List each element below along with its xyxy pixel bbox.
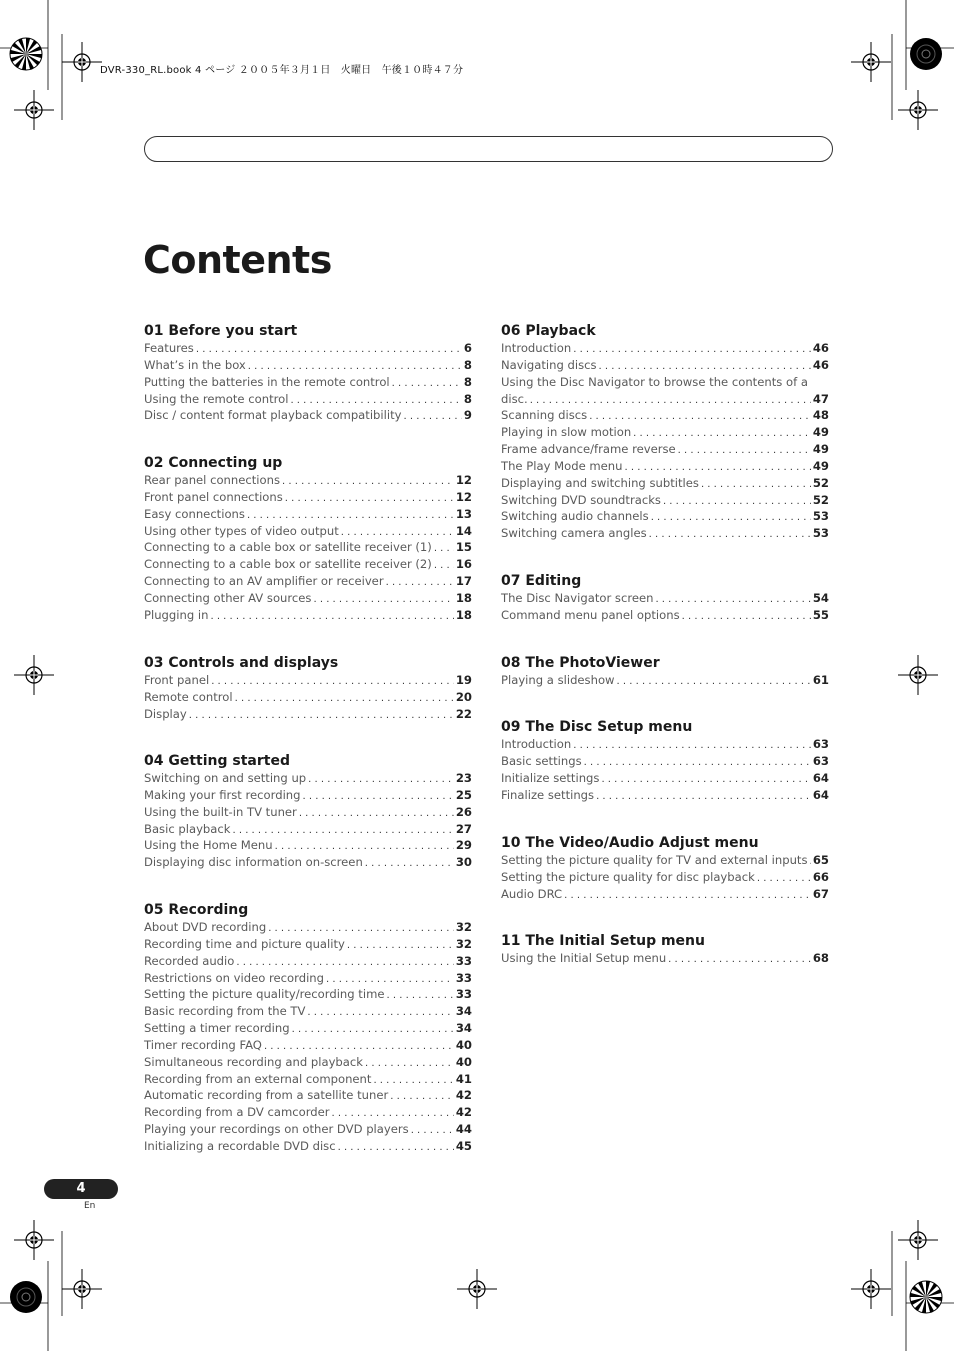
toc-entry-label: Front panel	[144, 673, 210, 687]
toc-entry-label: Putting the batteries in the remote control	[144, 374, 390, 389]
dot-leader	[678, 443, 811, 460]
toc-entry[interactable]	[144, 407, 472, 424]
section-title: 04 Getting started	[144, 753, 290, 769]
language-code: En	[84, 1201, 96, 1211]
toc-entry[interactable]	[144, 770, 472, 787]
dot-leader	[411, 1123, 454, 1140]
toc-entry-label: Connecting to a cable box or satellite receiver (1)	[144, 540, 432, 555]
toc-entry-label: Navigating discs	[501, 357, 597, 372]
toc-entry-page: 54	[812, 591, 829, 605]
dot-leader	[601, 772, 810, 789]
toc-entry[interactable]	[144, 672, 472, 689]
print-header: DVR-330_RL.book 4 ページ ２００５年３月１日 火曜日 午後１０時４７分	[100, 65, 464, 76]
toc-entry-page: 18	[455, 590, 472, 605]
toc-entry[interactable]	[501, 886, 829, 903]
toc-entry[interactable]	[144, 936, 472, 953]
dot-leader	[682, 609, 811, 626]
toc-entry[interactable]	[501, 340, 829, 357]
toc-entry[interactable]	[501, 357, 829, 374]
dot-leader	[810, 854, 811, 871]
toc-entry-label: Setting the picture quality/recording time	[144, 987, 385, 1002]
toc-entry-label: Displaying and switching subtitles	[501, 475, 699, 490]
toc-entry[interactable]	[144, 986, 472, 1003]
toc-entry-label: Switching DVD soundtracks	[501, 492, 661, 507]
toc-entry-page: 8	[463, 357, 472, 372]
toc-section	[144, 654, 472, 723]
toc-entry-label: Features	[144, 341, 194, 355]
dot-leader	[365, 1056, 454, 1073]
toc-entry-page: 33	[455, 987, 472, 1002]
toc-entry-page: 20	[455, 689, 472, 704]
dot-leader	[307, 1005, 453, 1022]
toc-entry-page: 14	[455, 523, 472, 538]
toc-entry[interactable]	[501, 590, 829, 607]
toc-entry-page: 53	[812, 526, 829, 541]
dot-leader	[299, 806, 454, 823]
toc-entry-label: Frame advance/frame reverse	[501, 442, 676, 457]
toc-entry-page: 64	[812, 787, 829, 802]
toc-entry[interactable]	[501, 525, 829, 542]
toc-entry[interactable]	[144, 1003, 472, 1020]
toc-entry-page: 63	[812, 753, 829, 768]
toc-entry[interactable]	[144, 1104, 472, 1121]
toc-entry-page: 67	[812, 886, 829, 901]
toc-entry-label: Basic settings	[501, 753, 582, 768]
toc-entry-page: 25	[455, 787, 472, 802]
toc-entry-page: 52	[812, 475, 829, 490]
toc-entry-label: Easy connections	[144, 506, 245, 521]
toc-entry-page: 22	[455, 706, 472, 721]
toc-entry[interactable]	[501, 753, 829, 770]
toc-entry-label: Restrictions on video recording	[144, 970, 324, 985]
toc-entry-page: 18	[455, 607, 472, 622]
toc-entry-label: Initialize settings	[501, 770, 600, 785]
dot-leader	[651, 510, 811, 527]
toc-entry-page: 68	[812, 951, 829, 965]
toc-entry-page: 49	[812, 442, 829, 457]
toc-entry[interactable]	[144, 556, 472, 573]
toc-entry-page: 16	[455, 557, 472, 572]
toc-entry-page: 63	[812, 737, 829, 751]
toc-entry-label: Displaying disc information on-screen	[144, 855, 363, 870]
dot-leader	[617, 674, 811, 691]
toc-entry-label: Using the Home Menu	[144, 838, 273, 853]
toc-entry-page: 23	[455, 771, 472, 785]
toc-entry[interactable]	[144, 573, 472, 590]
toc-entry-label: Setting the picture quality for TV and external inputs	[501, 853, 808, 867]
toc-entry-page: 17	[455, 574, 472, 589]
toc-entry-label: Switching camera angles	[501, 526, 647, 541]
toc-entry-label: Display	[144, 706, 187, 721]
toc-entry[interactable]	[144, 1054, 472, 1071]
toc-entry-label: The Disc Navigator screen	[501, 591, 654, 605]
toc-entry-label: About DVD recording	[144, 920, 267, 934]
dot-leader	[347, 938, 454, 955]
toc-entry[interactable]	[144, 472, 472, 489]
toc-entry[interactable]	[501, 508, 829, 525]
toc-entry[interactable]	[144, 970, 472, 987]
toc-entry-page: 52	[812, 492, 829, 507]
toc-entry-label: Switching audio channels	[501, 509, 649, 524]
toc-section	[144, 454, 472, 624]
toc-entry[interactable]	[144, 706, 472, 723]
dot-leader	[573, 738, 811, 755]
toc-entry-page: 41	[455, 1071, 472, 1086]
toc-entry[interactable]	[501, 424, 829, 441]
toc-entry[interactable]	[501, 492, 829, 509]
toc-entry[interactable]	[144, 391, 472, 408]
toc-entry-label: Using the built-in TV tuner	[144, 804, 297, 819]
toc-entry-label: Using other types of video output	[144, 523, 339, 538]
toc-entry-page: 27	[455, 821, 472, 836]
toc-entry-page: 42	[455, 1088, 472, 1103]
toc-entry[interactable]	[144, 1020, 472, 1037]
toc-entry[interactable]	[501, 950, 829, 967]
dot-leader	[308, 772, 454, 789]
toc-entry[interactable]	[144, 506, 472, 523]
toc-entry[interactable]	[144, 1138, 472, 1155]
dot-leader	[663, 494, 811, 511]
toc-entry[interactable]	[501, 672, 829, 689]
toc-entry[interactable]	[144, 607, 472, 624]
toc-entry[interactable]	[144, 1037, 472, 1054]
toc-entry[interactable]	[144, 374, 472, 391]
toc-entry-page: 6	[463, 341, 472, 355]
toc-entry-label: Timer recording FAQ	[144, 1037, 262, 1052]
toc-entry-page: 33	[455, 953, 472, 968]
toc-entry[interactable]	[501, 441, 829, 458]
dot-leader	[596, 789, 811, 806]
toc-entry-page: 44	[455, 1122, 472, 1137]
toc-entry[interactable]	[144, 821, 472, 838]
section-title: 08 The PhotoViewer	[501, 655, 660, 671]
toc-entry[interactable]	[501, 458, 829, 475]
toc-entry-page: 49	[812, 458, 829, 473]
toc-entry[interactable]	[144, 787, 472, 804]
toc-entry-page: 32	[455, 936, 472, 951]
dot-leader	[404, 409, 462, 426]
toc-entry-page: 40	[455, 1054, 472, 1069]
toc-section	[144, 322, 472, 424]
dot-leader	[282, 474, 454, 491]
page-title: Contents	[143, 238, 332, 282]
toc-entry[interactable]	[144, 804, 472, 821]
dot-leader	[210, 609, 453, 626]
toc-entry-page: 53	[812, 509, 829, 524]
toc-entry[interactable]	[144, 1121, 472, 1138]
dot-leader	[235, 691, 454, 708]
section-title: 02 Connecting up	[144, 455, 283, 471]
dot-leader	[189, 708, 454, 725]
dot-leader	[338, 1140, 454, 1157]
toc-entry[interactable]	[144, 357, 472, 374]
toc-entry-page: 46	[812, 341, 829, 355]
toc-entry-page: 15	[455, 540, 472, 555]
toc-entry-page: 26	[455, 804, 472, 819]
toc-entry[interactable]	[501, 770, 829, 787]
toc-entry-label: Recording from a DV camcorder	[144, 1105, 330, 1120]
dot-leader	[584, 755, 811, 772]
toc-entry-label: Rear panel connections	[144, 473, 280, 487]
toc-entry[interactable]	[144, 1071, 472, 1088]
dot-leader	[564, 888, 811, 905]
toc-entry-page: 29	[455, 838, 472, 853]
section-title: 11 The Initial Setup menu	[501, 933, 705, 949]
toc-entry[interactable]	[501, 475, 829, 492]
toc-entry[interactable]	[144, 523, 472, 540]
toc-entry-label: Setting a timer recording	[144, 1021, 290, 1036]
toc-entry[interactable]	[501, 607, 829, 624]
toc-entry[interactable]	[501, 869, 829, 886]
dot-leader	[668, 952, 811, 969]
toc-entry[interactable]	[144, 340, 472, 357]
toc-entry-label: Automatic recording from a satellite tuner	[144, 1088, 389, 1103]
toc-entry-label: Basic playback	[144, 821, 231, 836]
toc-entry-label: Finalize settings	[501, 787, 595, 802]
dot-leader	[390, 1089, 454, 1106]
toc-entry-label: Using the Disc Navigator to browse the contents of a	[501, 374, 808, 389]
toc-entry-page: 8	[463, 391, 472, 406]
toc-entry-page: 34	[455, 1021, 472, 1036]
toc-entry-label: Connecting to a cable box or satellite receiver (2)	[144, 557, 432, 572]
toc-entry-page: 64	[812, 770, 829, 785]
toc-section	[144, 752, 472, 871]
toc-entry[interactable]	[144, 689, 472, 706]
toc-entry-label: Using the remote control	[144, 391, 289, 406]
toc-entry-label: disc.	[501, 391, 528, 406]
toc-entry-page: 47	[812, 391, 829, 406]
toc-entry-label: Audio DRC	[501, 886, 563, 901]
dot-leader	[387, 988, 454, 1005]
toc-entry-label: Command menu panel options	[501, 607, 680, 622]
toc-entry[interactable]	[501, 736, 829, 753]
toc-entry[interactable]	[144, 837, 472, 854]
toc-entry-label: Front panel connections	[144, 489, 283, 504]
toc-entry-label: Recording time and picture quality	[144, 936, 345, 951]
toc-entry-label: Initializing a recordable DVD disc	[144, 1138, 336, 1153]
dot-leader	[573, 342, 811, 359]
toc-entry-page: 13	[455, 506, 472, 521]
toc-entry-page: 12	[455, 473, 472, 487]
toc-section	[501, 322, 829, 542]
toc-section	[501, 654, 829, 689]
toc-entry-label: Disc / content format playback compatibility	[144, 408, 402, 423]
section-title: 07 Editing	[501, 573, 582, 589]
toc-entry-label: Connecting to an AV amplifier or receiver	[144, 574, 384, 589]
header-frame	[144, 136, 833, 162]
section-title: 01 Before you start	[144, 323, 298, 339]
toc-entry-page: 34	[455, 1004, 472, 1019]
section-title: 05 Recording	[144, 902, 249, 918]
dot-leader	[434, 541, 454, 558]
toc-entry-page: 8	[463, 374, 472, 389]
toc-entry-page: 33	[455, 970, 472, 985]
toc-entry[interactable]	[501, 852, 829, 869]
toc-entry[interactable]	[501, 407, 829, 424]
toc-entry-page: 49	[812, 425, 829, 440]
toc-entry-page: 12	[455, 489, 472, 504]
toc-entry[interactable]	[501, 391, 829, 408]
toc-entry-label: Recorded audio	[144, 953, 235, 968]
dot-leader	[392, 376, 462, 393]
toc-entry-label: Remote control	[144, 689, 233, 704]
toc-entry[interactable]	[501, 787, 829, 804]
toc-entry-label: Playing your recordings on other DVD players	[144, 1122, 409, 1137]
toc-entry-label: Simultaneous recording and playback	[144, 1054, 363, 1069]
toc-entry-page: 48	[812, 408, 829, 423]
toc-entry-label: Recording from an external component	[144, 1071, 372, 1086]
dot-leader	[303, 789, 454, 806]
toc-entry-page: 30	[455, 855, 472, 870]
toc-entry-label: Plugging in	[144, 607, 209, 622]
toc-section	[144, 901, 472, 1155]
toc-entry-page: 32	[455, 920, 472, 934]
dot-leader	[292, 1022, 454, 1039]
toc-entry-label: Setting the picture quality for disc playback	[501, 869, 755, 884]
toc-entry[interactable]	[144, 489, 472, 506]
toc-entry-page: 61	[812, 673, 829, 687]
dot-leader	[701, 477, 811, 494]
section-title: 09 The Disc Setup menu	[501, 719, 693, 735]
toc-entry-page: 42	[455, 1105, 472, 1120]
toc-entry-label: Playing in slow motion	[501, 425, 632, 440]
toc-entry-page: 46	[812, 357, 829, 372]
toc-entry-page: 55	[812, 607, 829, 622]
toc-entry-label: Switching on and setting up	[144, 771, 307, 785]
toc-entry[interactable]	[144, 854, 472, 871]
toc-entry-label: What’s in the box	[144, 357, 246, 372]
dot-leader	[211, 674, 454, 691]
toc-entry-label: Introduction	[501, 341, 572, 355]
toc-entry-label: Playing a slideshow	[501, 673, 615, 687]
toc-section	[501, 834, 829, 903]
toc-entry-page: 45	[455, 1138, 472, 1153]
page-number-badge: 4	[44, 1179, 118, 1199]
toc-entry-page: 40	[455, 1037, 472, 1052]
toc-section	[501, 572, 829, 624]
dot-leader	[649, 527, 811, 544]
toc-entry[interactable]	[144, 953, 472, 970]
toc-entry-page: 19	[455, 673, 472, 687]
toc-entry-label: Using the Initial Setup menu	[501, 951, 667, 965]
toc-entry-page: 66	[812, 869, 829, 884]
dot-leader	[386, 575, 454, 592]
dot-leader	[285, 491, 454, 508]
dot-leader	[757, 871, 811, 888]
toc-section	[501, 718, 829, 803]
toc-entry-page: 65	[812, 853, 829, 867]
toc-entry-label: Basic recording from the TV	[144, 1004, 306, 1019]
toc-entry[interactable]	[144, 539, 472, 556]
toc-entry-label: Introduction	[501, 737, 572, 751]
toc-entry-label: Making your first recording	[144, 787, 301, 802]
toc-entry[interactable]	[144, 590, 472, 607]
toc-section	[501, 932, 829, 967]
toc-entry-label: Scanning discs	[501, 408, 588, 423]
section-title: 03 Controls and displays	[144, 655, 339, 671]
section-title: 10 The Video/Audio Adjust menu	[501, 835, 759, 851]
section-title: 06 Playback	[501, 323, 596, 339]
dot-leader	[313, 592, 453, 609]
toc-entry-label: Connecting other AV sources	[144, 590, 312, 605]
toc-entry-label: The Play Mode menu	[501, 458, 623, 473]
toc-entry[interactable]	[501, 374, 829, 391]
dot-leader	[434, 558, 454, 575]
toc-entry[interactable]	[144, 1087, 472, 1104]
toc-entry[interactable]	[144, 919, 472, 936]
dot-leader	[365, 856, 454, 873]
toc-entry-page: 9	[463, 408, 472, 423]
